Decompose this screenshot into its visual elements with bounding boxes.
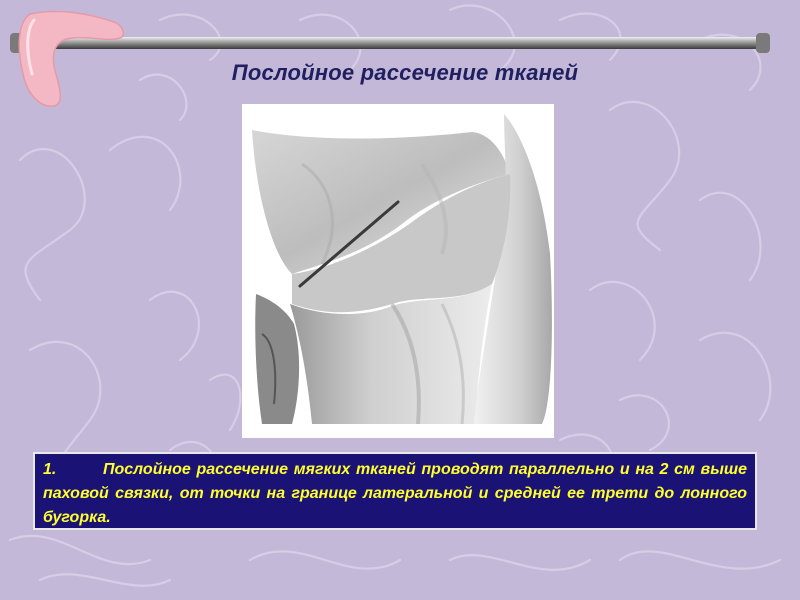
boomerang-icon — [10, 8, 128, 112]
anatomy-figure — [242, 104, 554, 438]
slide-title: Послойное рассечение тканей — [231, 60, 579, 85]
caption-box — [33, 452, 757, 530]
caption-number: 1. — [43, 461, 57, 478]
anatomy-inguinal-incision-icon — [242, 104, 554, 438]
caption-text: Послойное рассечение мягких тканей проводят параллельно и на 2 см выше паховой связки, от точки на границе латеральной и средней ее трети до лонного бугорка. — [43, 461, 747, 526]
